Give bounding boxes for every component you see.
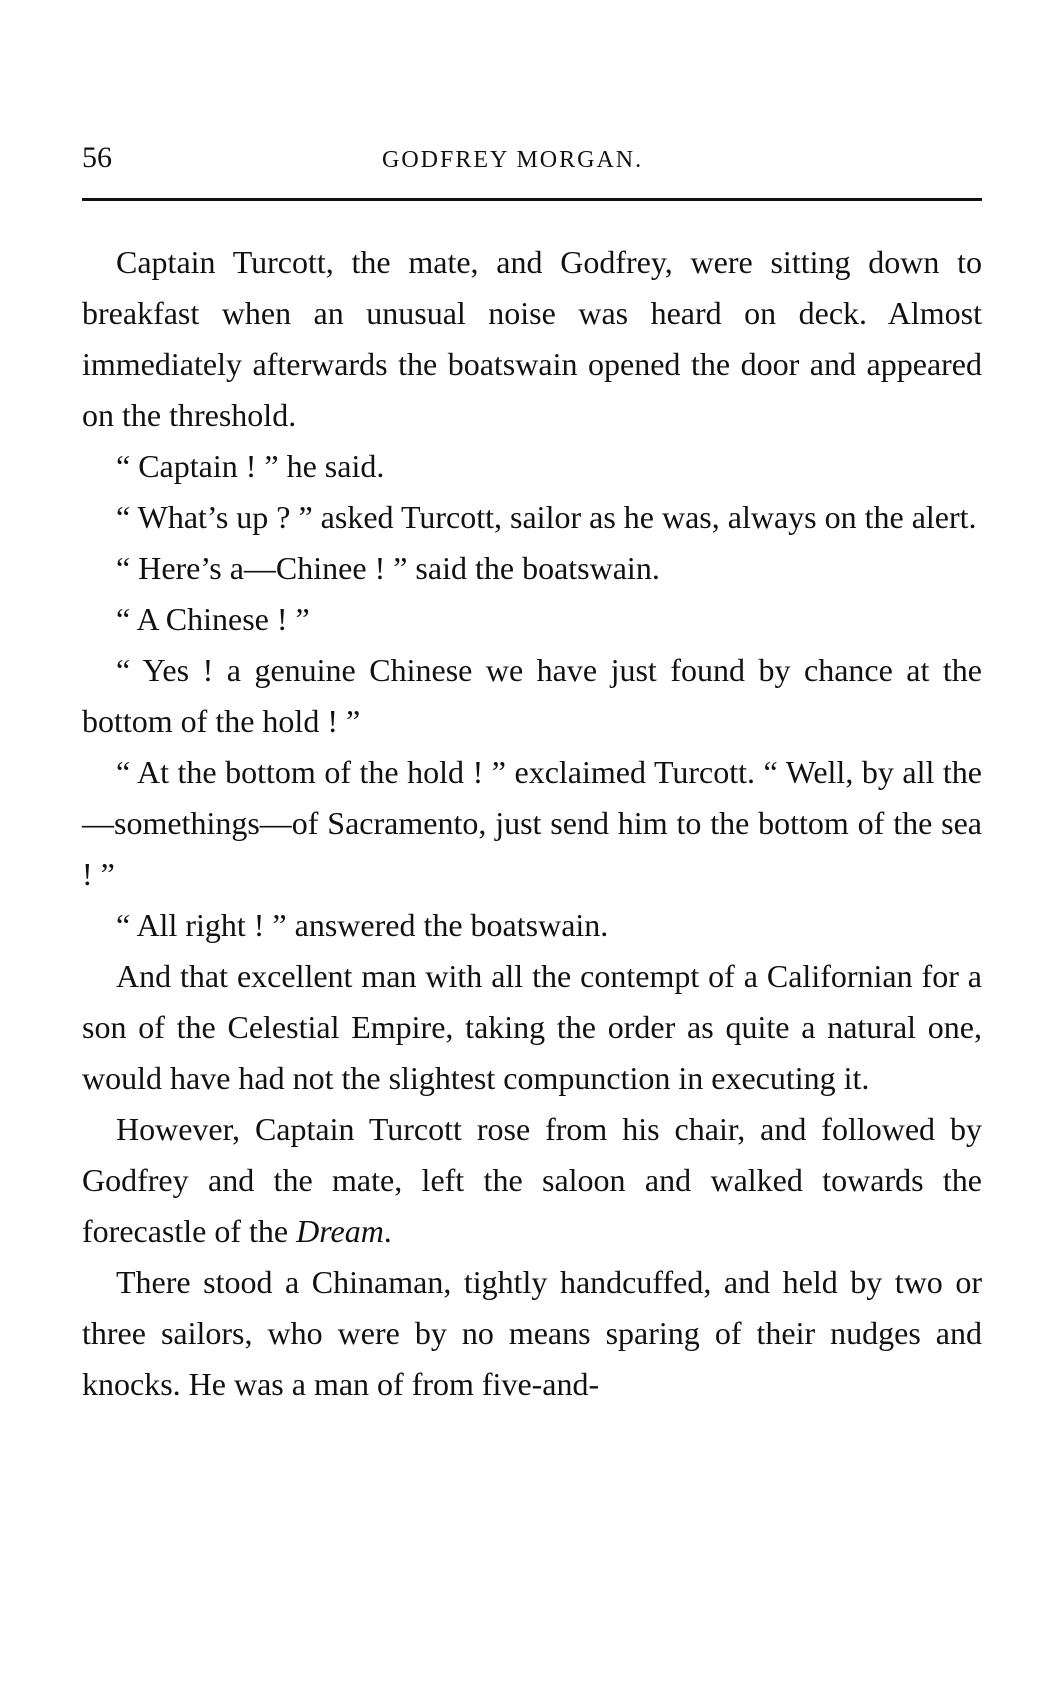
page-number: 56	[82, 141, 112, 174]
header-rule	[82, 198, 982, 201]
paragraph-text: .	[383, 1213, 392, 1249]
paragraph	[82, 1104, 982, 1257]
paragraph: And that excellent man with all the contempt of a Californian for a son of the Celestial Empire, taking the order as quite a natural one, would have had not the slightest compunction in executing it.	[82, 958, 982, 1096]
running-head	[82, 138, 982, 178]
paragraph-text: However, Captain Turcott rose from his chair, and followed by Godfrey and the mate, left the saloon and walked towards the forecastle of the	[82, 1111, 982, 1249]
paragraph: “ Captain ! ” he said.	[116, 448, 385, 484]
paragraph: “ Yes ! a genuine Chinese we have just found by chance at the bottom of the hold ! ”	[82, 652, 982, 739]
paragraph: “ A Chinese ! ”	[116, 601, 310, 637]
paragraph: “ Here’s a—Chinee ! ” said the boatswain.	[116, 550, 660, 586]
ship-name: Dream	[296, 1213, 384, 1249]
body-text	[82, 237, 982, 1410]
running-title: GODFREY MORGAN.	[382, 147, 644, 173]
paragraph: “ At the bottom of the hold ! ” exclaimed Turcott. “ Well, by all the—somethings—of Sacramento, just send him to the bottom of the sea ! ”	[82, 754, 982, 892]
paragraph: “ What’s up ? ” asked Turcott, sailor as he was, always on the alert.	[116, 499, 977, 535]
paragraph: There stood a Chinaman, tightly handcuffed, and held by two or three sailors, who were by no means sparing of their nudges and knocks. He was a man of from five-and-	[82, 1264, 982, 1402]
paragraph: Captain Turcott, the mate, and Godfrey, were sitting down to breakfast when an unusual noise was heard on deck. Almost immediately afterwards the boatswain opened the door and appeared on the threshold.	[82, 244, 982, 433]
paragraph: “ All right ! ” answered the boatswain.	[116, 907, 609, 943]
